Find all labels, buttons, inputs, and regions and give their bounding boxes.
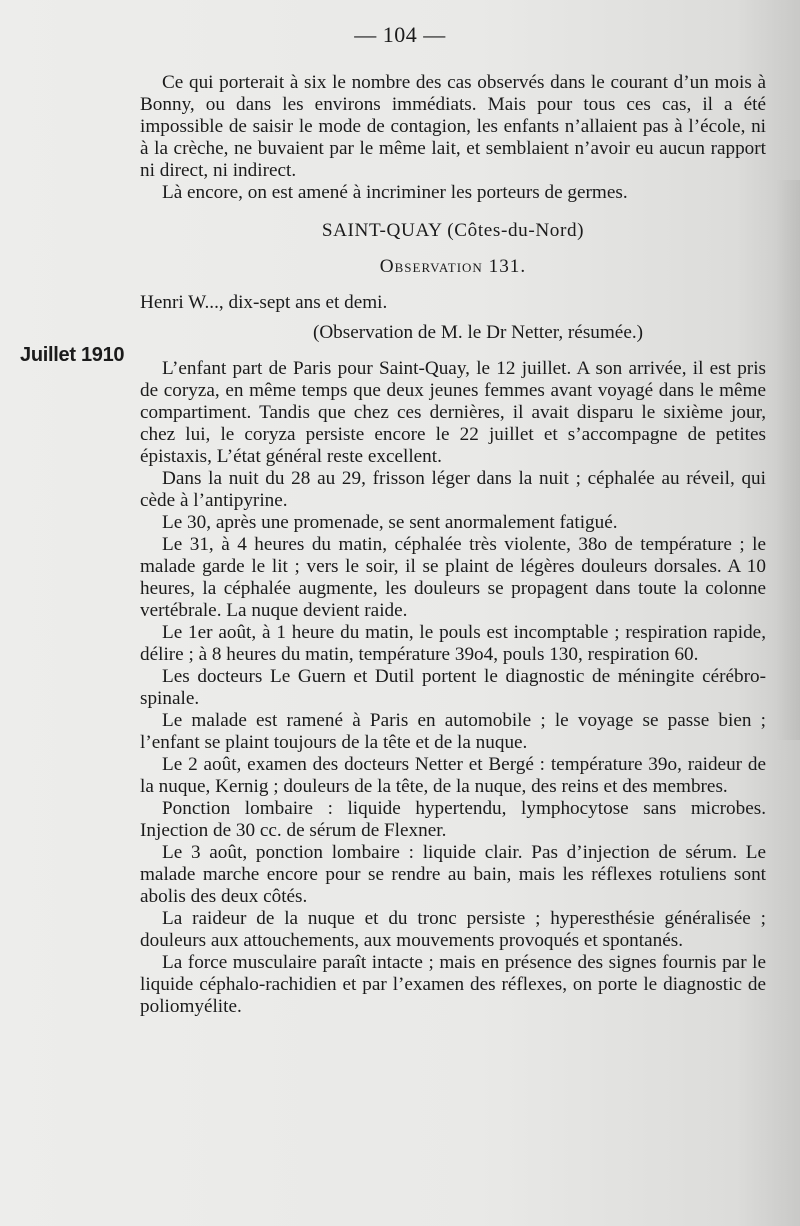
patient-line: Henri W..., dix-sept ans et demi. xyxy=(140,292,388,313)
main-text xyxy=(140,72,766,1018)
page-number: — 104 — xyxy=(354,22,446,47)
paragraph-3-aout: Le 3 août, ponction lombaire : liquide clair. Pas d’injection de sérum. Le malade marche encore pour se rendre au bain, mais les réflexes rotuliens sont abolis des deux côtés. xyxy=(140,842,766,907)
page-edge-shadow xyxy=(776,180,800,740)
observation-title: Observation 131. xyxy=(379,256,527,277)
paragraph-le-31: Le 31, à 4 heures du matin, céphalée très violente, 38o de température ; le malade garde le lit ; vers le soir, il se plaint de légères douleurs dorsales. A 10 heures, la céphalée augmente, les douleurs se propagent dans toute la colonne vertébrale. La nuque devient raide. xyxy=(140,534,766,621)
section-heading: SAINT-QUAY (Côtes-du-Nord) xyxy=(321,220,585,241)
paragraph-le-30: Le 30, après une promenade, se sent anormalement fatigué. xyxy=(162,512,618,533)
paragraph-depart: L’enfant part de Paris pour Saint-Quay, le 12 juillet. A son arrivée, il est pris de coryza, en même temps que deux jeunes femmes avant voyagé dans le même compartiment. Tandis que chez ces dernières, il avait disparu le sixième jour, chez lui, le coryza persiste encore le 22 juillet et s’accompagne de petites épistaxis, L’état général reste excellent. xyxy=(140,358,766,467)
paragraph-nuit: Dans la nuit du 28 au 29, frisson léger dans la nuit ; céphalée au réveil, qui cède à l’antipyrine. xyxy=(140,468,766,511)
paragraph-ramene: Le malade est ramené à Paris en automobile ; le voyage se passe bien ; l’enfant se plaint toujours de la tête et de la nuque. xyxy=(140,710,766,753)
paragraph-contagion: Ce qui porterait à six le nombre des cas observés dans le courant d’un mois à Bonny, ou dans les environs immédiats. Mais pour tous ces cas, il a été impossible de saisir le mode de contagion, les enfants n’allaient pas à l’école, ni à la crèche, ne buvaient par le même lait, et semblaient n’avoir eu aucun rapport ni direct, ni indirect. xyxy=(140,72,766,181)
paragraph-ponction: Ponction lombaire : liquide hypertendu, lymphocytose sans microbes. Injection de 30 cc. de sérum de Flexner. xyxy=(140,798,766,841)
paragraph-1er-aout: Le 1er août, à 1 heure du matin, le pouls est incomptable ; respiration rapide, délire ; à 8 heures du matin, température 39o4, pouls 130, respiration 60. xyxy=(140,622,766,665)
paragraph-2-aout: Le 2 août, examen des docteurs Netter et Bergé : température 39o, raideur de la nuque, Kernig ; douleurs de la tête, de la nuque, des reins et des membres. xyxy=(140,754,766,797)
margin-date-note: Juillet 1910 xyxy=(20,344,125,366)
observation-source: (Observation de M. le Dr Netter, résumée.) xyxy=(312,322,644,343)
paragraph-force: La force musculaire paraît intacte ; mais en présence des signes fournis par le liquide céphalo-rachidien et par l’examen des réflexes, on porte le diagnostic de poliomyélite. xyxy=(140,952,766,1017)
paragraph-raideur: La raideur de la nuque et du tronc persiste ; hyperesthésie généralisée ; douleurs aux attouchements, aux mouvements provoqués et spontanés. xyxy=(140,908,766,951)
paragraph-diagnostic: Les docteurs Le Guern et Dutil portent le diagnostic de méningite cérébro-spinale. xyxy=(140,666,766,709)
paragraph-porteurs: Là encore, on est amené à incriminer les porteurs de germes. xyxy=(162,182,628,203)
